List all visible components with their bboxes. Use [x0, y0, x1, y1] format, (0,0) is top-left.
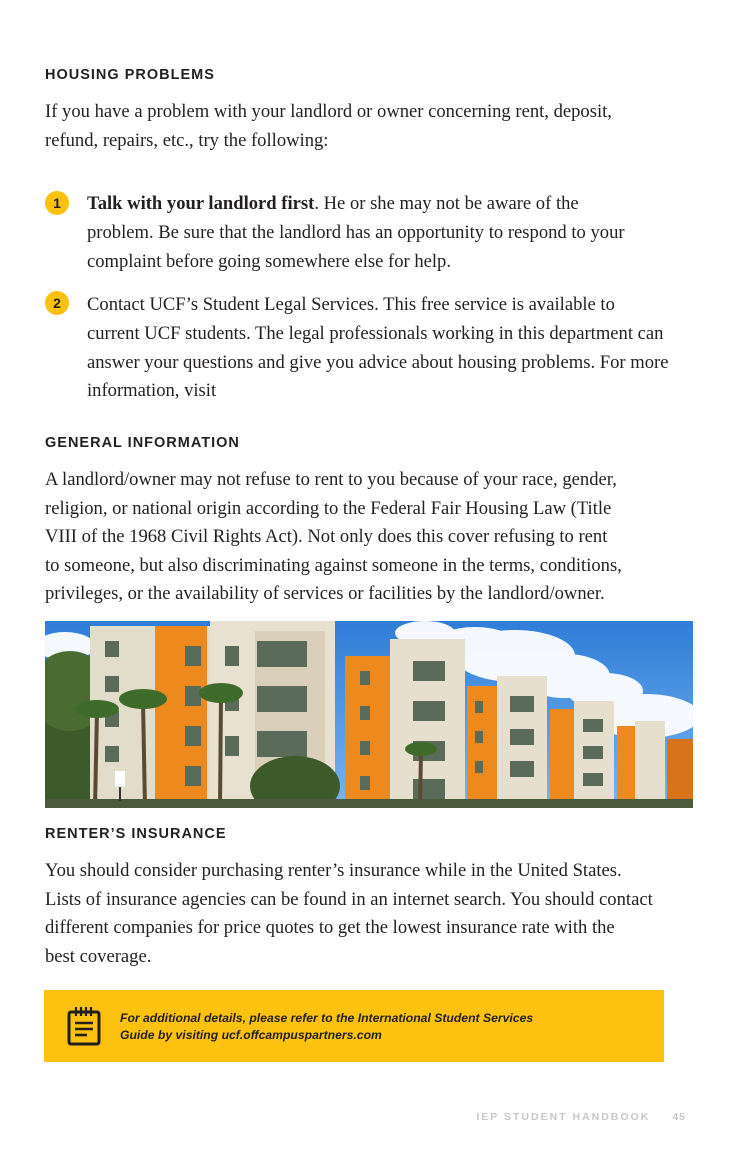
housing-intro-line-1: If you have a problem with your landlord or owner concerning rent, deposit,	[45, 101, 612, 122]
general-information-paragraph: A landlord/owner may not refuse to rent to you because of your race, gender, religion, or national origin according to the Federal Fair Housing Law (Title VIII of the 1968 Civil Rights Act). Not only does this cover refusing to rent to someone, but also discriminating against someone in the terms, conditions, privileges, or the availability of services or facilities by the landlord/owner.	[45, 469, 622, 605]
notepad-icon	[66, 1006, 102, 1046]
housing-intro	[45, 98, 705, 155]
number-badge-1: 1	[45, 191, 69, 215]
list-item-1-bold: Talk with your landlord first	[87, 193, 315, 214]
list-item-1-text: Talk with your landlord first. He or she may not be aware of the problem. Be sure that the landlord has an opportunity to respond to your complaint before going somewhere else for help.	[87, 193, 625, 272]
page-footer	[476, 1111, 686, 1123]
renters-insurance-heading: RENTER’S INSURANCE	[45, 826, 227, 842]
renters-insurance-paragraph: You should consider purchasing renter’s insurance while in the United States. Lists of insurance agencies can be found in an internet search. You should contact different companies for price quotes to get the lowest insurance rate with the best coverage.	[45, 860, 653, 967]
footer-title: IEP STUDENT HANDBOOK	[476, 1111, 651, 1123]
housing-problems-heading: HOUSING PROBLEMS	[45, 67, 215, 83]
callout-text: For additional details, please refer to the International Student Services Guide by visiting ucf.offcampuspartners.com	[120, 1011, 534, 1042]
number-badge-2: 2	[45, 291, 69, 315]
list-item-2-text: Contact UCF’s Student Legal Services. This free service is available to current UCF students. The legal professionals working in this department can answer your questions and give you advice about housing problems. For more information, visit	[87, 294, 669, 402]
general-information-heading: GENERAL INFORMATION	[45, 435, 240, 451]
apartment-buildings-photo	[45, 621, 693, 808]
page-number: 45	[672, 1111, 686, 1123]
callout-box	[44, 990, 664, 1062]
housing-intro-line-2: refund, repairs, etc., try the following:	[45, 129, 329, 151]
